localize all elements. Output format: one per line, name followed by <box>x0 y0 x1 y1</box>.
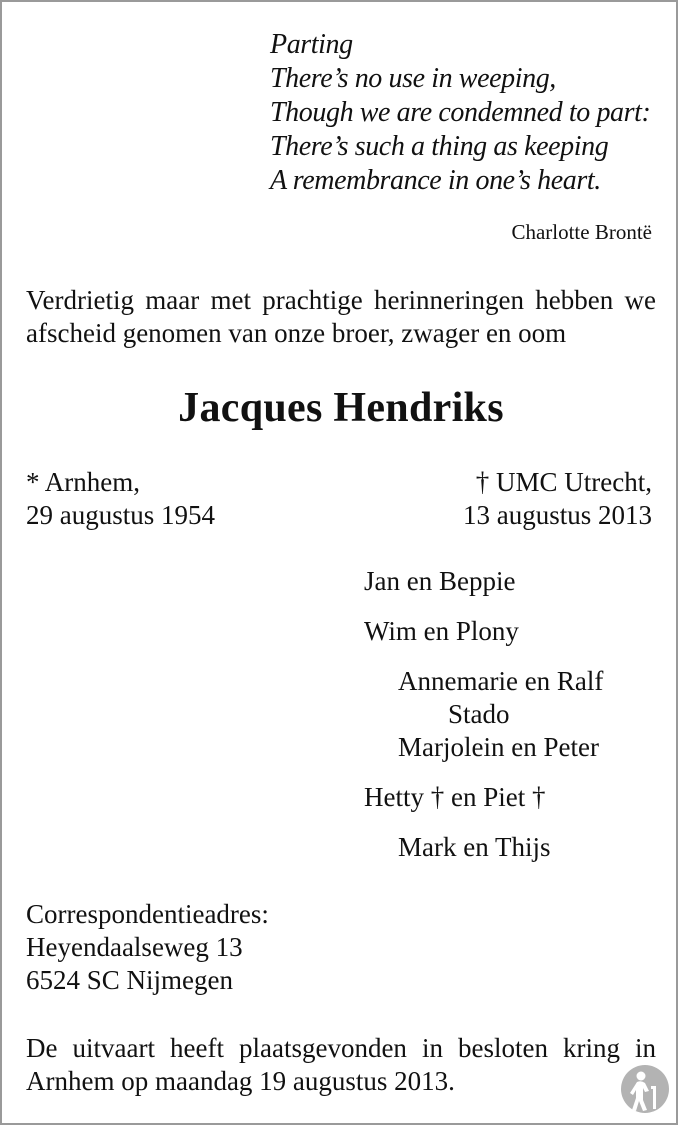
family-member: Stado <box>448 699 510 729</box>
correspondence-label: Correspondentieadres: <box>26 899 269 929</box>
poem-line: There’s such a thing as keeping <box>270 131 609 162</box>
birth-date: 29 augustus 1954 <box>26 500 215 530</box>
family-member: Marjolein en Peter <box>398 732 599 762</box>
memorial-figure-icon <box>620 1064 670 1114</box>
correspondence-address <box>26 898 269 997</box>
poem-title: Parting <box>270 29 353 60</box>
correspondence-city: 6524 SC Nijmegen <box>26 965 233 995</box>
poem-author: Charlotte Brontë <box>511 220 652 244</box>
poem-line: Though we are condemned to part: <box>270 97 651 128</box>
poem-line: A remembrance in one’s heart. <box>270 165 601 196</box>
correspondence-street: Heyendaalseweg 13 <box>26 932 243 962</box>
birth-place: * Arnhem, <box>26 467 140 497</box>
family-member: Hetty † en Piet † <box>364 782 546 812</box>
poem-line: There’s no use in weeping, <box>270 63 556 94</box>
family-member: Jan en Beppie <box>364 566 516 596</box>
family-member: Wim en Plony <box>364 616 519 646</box>
death-place: † UMC Utrecht, <box>475 467 652 497</box>
deceased-name: Jacques Hendriks <box>178 385 504 431</box>
birth-info <box>26 466 215 532</box>
poem <box>270 28 650 198</box>
family-member: Annemarie en Ralf <box>398 666 604 696</box>
family-member: Mark en Thijs <box>398 832 551 862</box>
death-info <box>463 466 652 532</box>
intro-text: Verdrietig maar met prachtige herinneringen hebben we afscheid genomen van onze broer, zwager en oom <box>26 285 656 348</box>
funeral-text: De uitvaart heeft plaatsgevonden in besloten kring in Arnhem op maandag 19 augustus 2013. <box>26 1033 656 1096</box>
death-date: 13 augustus 2013 <box>463 500 652 530</box>
